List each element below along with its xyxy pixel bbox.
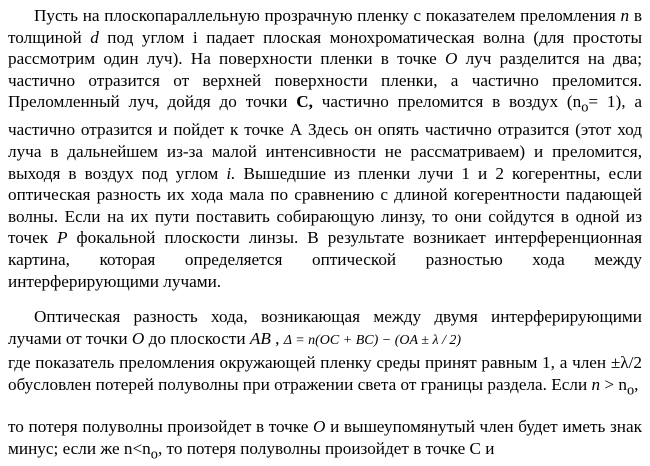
text-run: то потеря полуволны произойдет в точке xyxy=(8,417,314,436)
symbol-point-c: С, xyxy=(296,92,313,112)
subscript-o: o xyxy=(150,446,158,463)
subscript-o: o xyxy=(626,382,635,399)
text-run: и вышеупомянутый член будет иметь знак минус; если же n<n xyxy=(8,417,642,458)
subscript-o: o xyxy=(581,99,589,116)
paragraph-optical-path-difference xyxy=(8,306,642,351)
symbol-n: n xyxy=(620,6,630,25)
text-run: Оптическая разность хода, возникающая между двумя интерферирующими лучами от точки xyxy=(8,307,642,348)
text-run: , xyxy=(634,374,639,394)
text-run: Пусть на плоскопараллельную прозрачную пленку с показателем преломления xyxy=(34,6,621,25)
text-run: в толщиной xyxy=(8,6,642,47)
text-run: где показатель преломления окружающей пленку среды принят равным 1, а член ±λ/2 обусловлен потерей полуволны при отражении света от границы раздела. Если xyxy=(8,353,642,394)
paragraph-half-wave-loss xyxy=(8,416,642,466)
symbol-point-o: O xyxy=(444,49,458,69)
text-run: , xyxy=(270,328,284,348)
text-run: фокальной плоскости линзы. В результате возникает интерференционная картина, которая определяется оптической разностью хода между интерферирующими лучами. xyxy=(8,228,642,291)
symbol-point-o: O xyxy=(313,417,326,436)
paragraph-thin-film-description xyxy=(8,5,642,292)
text-run: под углом i падает плоская монохроматическая волна (для простоты рассмотрим один луч). На поверхности пленки в точке xyxy=(8,27,642,69)
symbol-point-o: O xyxy=(131,328,145,348)
text-run: > n xyxy=(600,374,627,394)
text-run: частично преломится в воздух (n xyxy=(312,92,582,112)
symbol-d: d xyxy=(90,27,99,47)
text-run: до плоскости xyxy=(144,328,250,348)
paragraph-refractive-index-note xyxy=(8,352,642,402)
symbol-angle-i: i. xyxy=(226,163,236,183)
text-run: = 1), а частично отразится и пойдет к точке А Здесь он опять частично отразится (этот ход луча в дальнейшем из-за малой интенсивности не рассматриваем) и преломится, выходя в воздух под углом xyxy=(8,92,642,183)
symbol-n: n xyxy=(591,374,601,394)
formula-optical-path-difference: Δ = n(OC + BC) − (OA ± λ / 2) xyxy=(283,332,462,348)
text-run: , то потеря полуволны произойдет в точке С и xyxy=(157,438,495,458)
symbol-plane-ab: AB xyxy=(249,328,271,348)
text-run: Вышедшие из пленки лучи 1 и 2 когерентны, если оптическая разность их хода мала по сравнению с длиной когерентности падающей волны. Если на их пути поставить собирающую линзу, то они сойдутся в одной из точек xyxy=(8,163,643,248)
symbol-point-p: P xyxy=(57,228,68,248)
text-run: луч разделится на два; частично отразится от верхней поверхности пленки, а частично преломится. Преломленный луч, дойдя до точки xyxy=(8,49,642,112)
